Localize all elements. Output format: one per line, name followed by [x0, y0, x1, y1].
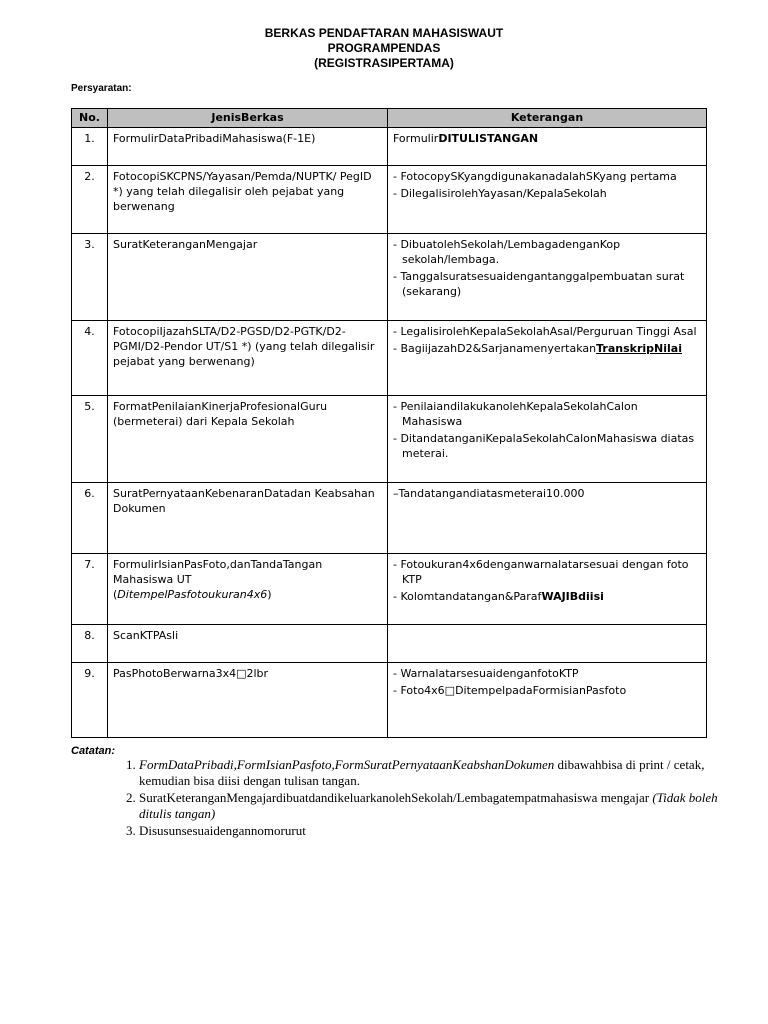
note-text: SuratKeteranganMengajardibuatdandikeluarkanolehSekolah/Lembagatempatmahasiswa mengajar — [139, 790, 653, 805]
table-row — [72, 483, 707, 554]
row-document-type: SuratKeteranganMengajar — [108, 234, 388, 321]
notes-list — [115, 757, 719, 840]
description-emphasis: TranskripNilai — [596, 342, 682, 355]
row-document-type — [108, 554, 388, 625]
header-jenis-berkas: JenisBerkas — [108, 109, 388, 128]
row-number: 5. — [72, 396, 108, 483]
description-item: - WarnalatarsesuaidenganfotoKTP — [393, 667, 579, 680]
row-number: 8. — [72, 625, 108, 663]
description-text: - BagiijazahD2&Sarjanamenyertakan — [393, 342, 597, 355]
row-number: 4. — [72, 321, 108, 396]
row-number: 9. — [72, 663, 108, 738]
description-item: –Tandatangandiatasmeterai10.000 — [393, 487, 585, 500]
paren-close: ) — [267, 588, 272, 601]
description-item: - Foto4x6□DitempelpadaFormisianPasfoto — [393, 684, 627, 697]
description-text: Formulir — [393, 132, 439, 145]
row-number: 1. — [72, 128, 108, 166]
table-row — [72, 166, 707, 234]
description-item: - Tanggalsuratsesuaidengantanggalpembuatan surat (sekarang) — [393, 270, 685, 298]
document-type-note: DitempelPasfotoukuran4x6 — [117, 588, 268, 601]
row-number: 2. — [72, 166, 108, 234]
row-description — [388, 234, 707, 321]
note-text: dibawahbisa di print / cetak, kemudian bisa diisi dengan tulisan tangan. — [139, 757, 705, 788]
description-item: - LegalisirolehKepalaSekolahAsal/Perguruan Tinggi Asal — [393, 325, 697, 338]
table-row — [72, 663, 707, 738]
table-row — [72, 554, 707, 625]
description-item: - PenilaiandilakukanolehKepalaSekolahCalon Mahasiswa — [393, 400, 638, 428]
note-forms: FormDataPribadi,FormIsianPasfoto,FormSuratPernyataanKeabshanDokumen — [139, 757, 555, 772]
description-item: - Fotoukuran4x6denganwarnalatarsesuai dengan foto KTP — [393, 558, 689, 586]
description-item — [393, 589, 701, 604]
description-item: - DitandatanganiKepalaSekolahCalonMahasiswa diatas meterai. — [393, 432, 695, 460]
row-description — [388, 396, 707, 483]
row-description — [388, 321, 707, 396]
table-header-row — [72, 109, 707, 128]
description-emphasis: WAJIBdiisi — [541, 590, 604, 603]
document-type-text: FormulirIsianPasFoto,danTandaTangan Mahasiswa UT — [113, 558, 323, 586]
note-item — [139, 790, 719, 822]
requirements-label: Persyaratan: — [71, 83, 132, 94]
document-title-line-3: (REGISTRASIPERTAMA) — [314, 56, 454, 70]
header-no: No. — [72, 109, 108, 128]
requirements-table — [71, 108, 707, 738]
row-number: 6. — [72, 483, 108, 554]
notes-label: Catatan: — [71, 745, 116, 757]
description-emphasis: DITULISTANGAN — [438, 132, 539, 145]
table-row — [72, 321, 707, 396]
paren-open: ( — [113, 588, 118, 601]
row-description — [388, 128, 707, 166]
row-document-type: ScanKTPAsli — [108, 625, 388, 663]
row-description — [388, 554, 707, 625]
row-description — [388, 166, 707, 234]
description-item: - DibuatolehSekolah/LembagadenganKop sekolah/lembaga. — [393, 238, 621, 266]
row-document-type: PasPhotoBerwarna3x4□2lbr — [108, 663, 388, 738]
table-row — [72, 396, 707, 483]
note-emphasis: (Tidak boleh ditulis tangan) — [139, 790, 718, 821]
document-title-line-2: PROGRAMPENDAS — [327, 41, 441, 55]
description-item — [393, 341, 701, 356]
row-document-type: FotocopiIjazahSLTA/D2-PGSD/D2-PGTK/D2-PGMI/D2-Pendor UT/S1 *) (yang telah dilegalisir pejabat yang berwenang) — [108, 321, 388, 396]
row-number: 7. — [72, 554, 108, 625]
table-row — [72, 128, 707, 166]
row-document-type: FormulirDataPribadiMahasiswa(F-1E) — [108, 128, 388, 166]
description-item: - DilegalisirolehYayasan/KepalaSekolah — [393, 187, 607, 200]
note-item — [139, 757, 719, 789]
row-description — [388, 663, 707, 738]
note-item: 3. Disusunsesuaidengannomorurut — [139, 823, 719, 839]
document-title-line-1: BERKAS PENDAFTARAN MAHASISWAUT — [264, 26, 504, 40]
table-row — [72, 234, 707, 321]
description-item: - FotocopySKyangdigunakanadalahSKyang pertama — [393, 170, 677, 183]
row-document-type: SuratPernyataanKebenaranDatadan Keabsahan Dokumen — [108, 483, 388, 554]
header-keterangan: Keterangan — [388, 109, 707, 128]
row-description — [388, 483, 707, 554]
description-text: - Kolomtandatangan&Paraf — [393, 590, 542, 603]
table-row — [72, 625, 707, 663]
row-document-type: FormatPenilaianKinerjaProfesionalGuru (bermeterai) dari Kepala Sekolah — [108, 396, 388, 483]
row-number: 3. — [72, 234, 108, 321]
row-description — [388, 625, 707, 663]
row-document-type: FotocopiSKCPNS/Yayasan/Pemda/NUPTK/ PegID *) yang telah dilegalisir oleh pejabat yang berwenang — [108, 166, 388, 234]
